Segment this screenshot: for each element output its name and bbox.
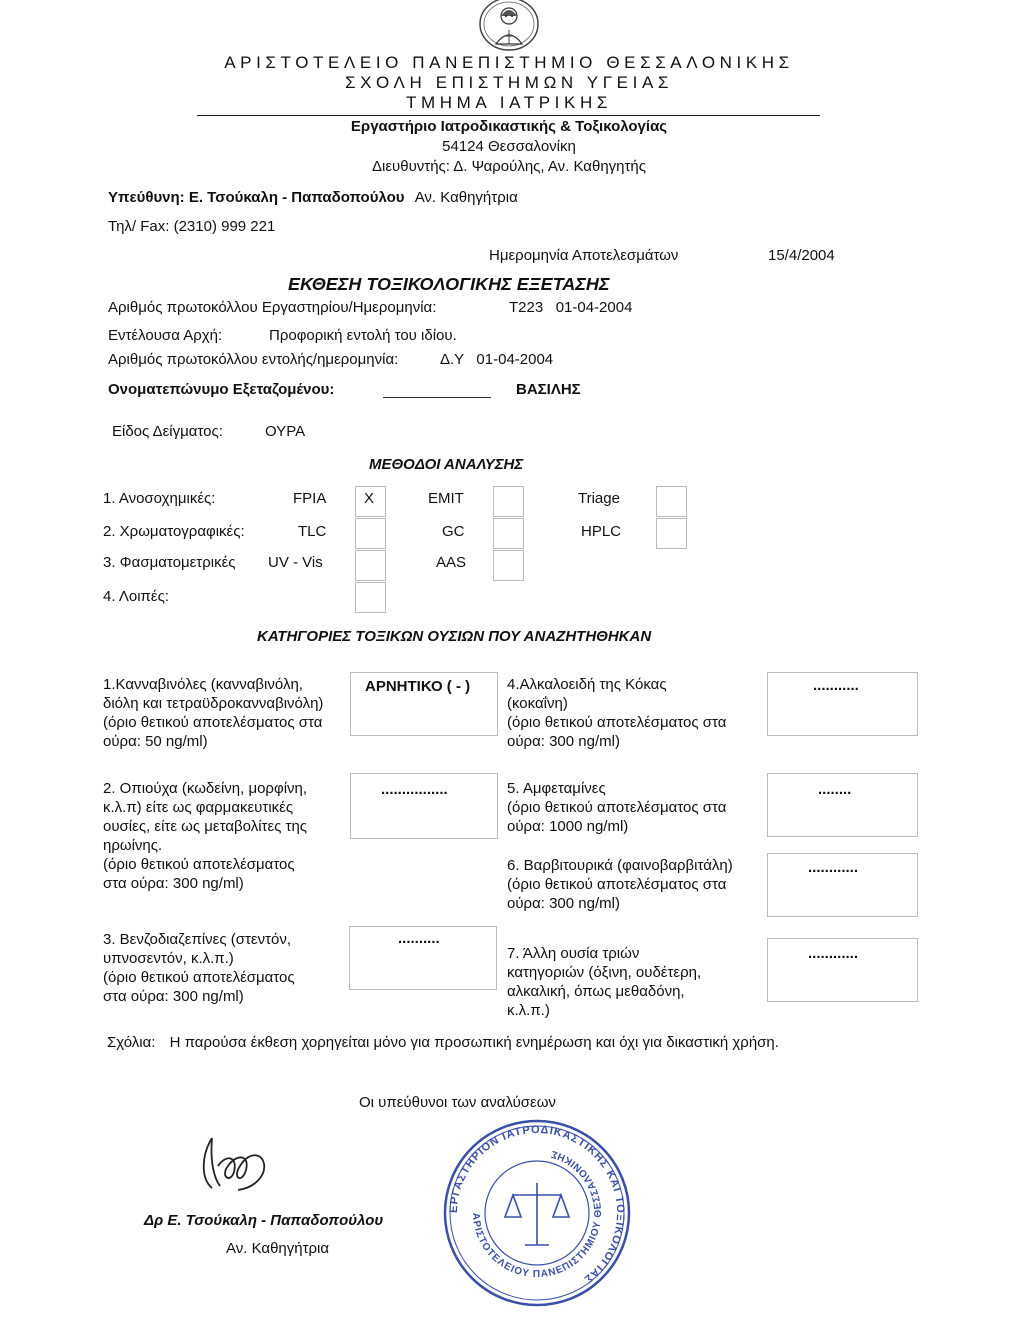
- category-amphetamines: 5. Αμφεταμίνες (όριο θετικού αποτελέσματος στα ούρα: 1000 ng/ml): [507, 780, 727, 835]
- sample-label: Είδος Δείγματος:: [112, 423, 223, 440]
- method-hplc: HPLC: [581, 523, 622, 540]
- category-cocaine: 4.Αλκαλοειδή της Κόκας (κοκαΐνη) (όριο θετικού αποτελέσματος στα ούρα: 300 ng/ml): [507, 676, 727, 750]
- checkbox-fpia-mark: X: [364, 490, 375, 507]
- lab-name: Εργαστήριο Ιατροδικαστικής & Τοξικολογίας: [350, 118, 668, 135]
- scales-of-justice-icon: [505, 1183, 569, 1245]
- result-barbiturates: ............: [808, 859, 859, 876]
- category-benzodiazepines: 3. Βενζοδιαζεπίνες (στεντόν, υπνοσεντόν, κ.λ.π.) (όριο θετικού αποτελέσματος στα ούρα: 300 ng/ml): [103, 931, 295, 1005]
- protocol-lab-value: Τ223 01-04-2004: [509, 299, 633, 316]
- subject-label: Ονοματεπώνυμο Εξεταζομένου:: [108, 381, 335, 398]
- subject-blank-line: [383, 397, 491, 398]
- checkbox-uv-vis[interactable]: [355, 550, 386, 581]
- comments-text: Η παρούσα έκθεση χορηγείται μόνο για προσωπική ενημέρωση και όχι για δικαστική χρήση.: [169, 1034, 779, 1051]
- results-date-value: 15/4/2004: [768, 247, 835, 264]
- comments-line: [107, 1034, 779, 1051]
- university-emblem-icon: [476, 0, 542, 52]
- method-row-label: 4. Λοιπές:: [103, 588, 169, 605]
- header-divider: [197, 115, 820, 116]
- stamp-inner-text: ΑΡΙΣΤΟΤΕΛΕΙΟΥ ΠΑΝΕΠΙΣΤΗΜΙΟΥ ΘΕΣΣΑΛΟΝΙΚΗΣ: [469, 1147, 605, 1281]
- university-name: ΑΡΙΣΤΟΤΕΛΕΙΟ ΠΑΝΕΠΙΣΤΗΜΙΟ ΘΕΣΣΑΛΟΝΙΚΗΣ: [224, 53, 794, 72]
- report-title: ΕΚΘΕΣΗ ΤΟΞΙΚΟΛΟΓΙΚΗΣ ΕΞΕΤΑΣΗΣ: [288, 274, 610, 294]
- categories-title: ΚΑΤΗΓΟΡΙΕΣ ΤΟΞΙΚΩΝ ΟΥΣΙΩΝ ΠΟΥ ΑΝΑΖΗΤΗΘΗΚΑΝ: [257, 628, 652, 645]
- stamp-outer-text: ΕΡΓΑΣΤΗΡΙΟΝ ΙΑΤΡΟΔΙΚΑΣΤΙΚΗΣ ΚΑΙ ΤΟΞΙΚΟΛΟΓΙΑΣ: [447, 1123, 627, 1286]
- subject-value: ΒΑΣΙΛΗΣ: [516, 381, 581, 398]
- protocol-order-label: Αριθμός πρωτοκόλλου εντολής/ημερομηνία:: [108, 351, 399, 368]
- lab-city: 54124 Θεσσαλονίκη: [442, 138, 576, 155]
- authority-value: Προφορική εντολή του ιδίου.: [269, 327, 457, 344]
- protocol-order-value: Δ.Υ 01-04-2004: [440, 351, 554, 368]
- result-cocaine: ...........: [813, 677, 859, 694]
- checkbox-tlc[interactable]: [355, 518, 386, 549]
- school-name: ΣΧΟΛΗ ΕΠΙΣΤΗΜΩΝ ΥΓΕΙΑΣ: [344, 73, 673, 92]
- method-emit: EMIT: [428, 490, 464, 507]
- method-row-label: 2. Χρωματογραφικές:: [103, 523, 245, 540]
- sample-value: ΟΥΡΑ: [265, 423, 306, 440]
- analysts-label: Οι υπεύθυνοι των αναλύσεων: [359, 1094, 556, 1111]
- responsible-title: Αν. Καθηγήτρια: [414, 189, 518, 206]
- method-gc: GC: [442, 523, 465, 540]
- signature-icon: [198, 1128, 272, 1198]
- result-opiates: ................: [381, 781, 448, 798]
- result-other-substance: ............: [808, 945, 859, 962]
- method-aas: AAS: [436, 554, 467, 571]
- checkbox-emit[interactable]: [493, 486, 524, 517]
- comments-label: Σχόλια:: [107, 1034, 156, 1051]
- signer-title: Αν. Καθηγήτρια: [226, 1240, 330, 1257]
- methods-title: ΜΕΘΟΔΟΙ ΑΝΑΛΥΣΗΣ: [369, 456, 524, 473]
- method-tlc: TLC: [298, 523, 327, 540]
- phone-fax: Τηλ/ Fax: (2310) 999 221: [108, 218, 276, 235]
- method-fpia: FPIA: [293, 490, 327, 507]
- checkbox-triage[interactable]: [656, 486, 687, 517]
- checkbox-hplc[interactable]: [656, 518, 687, 549]
- checkbox-gc[interactable]: [493, 518, 524, 549]
- department-name: ΤΜΗΜΑ ΙΑΤΡΙΚΗΣ: [406, 93, 612, 112]
- lab-stamp: [441, 1117, 633, 1309]
- method-row-label: 3. Φασματομετρικές: [103, 554, 236, 571]
- checkbox-other[interactable]: [355, 582, 386, 613]
- method-uv-vis: UV - Vis: [268, 554, 323, 571]
- results-date-label: Ημερομηνία Αποτελεσμάτων: [489, 247, 679, 264]
- result-cannabinoids: ΑΡΝΗΤΙΚΟ ( - ): [365, 678, 471, 695]
- authority-label: Εντέλουσα Αρχή:: [108, 327, 223, 344]
- responsible-name: Υπεύθυνη: Ε. Τσούκαλη - Παπαδοπούλου: [108, 189, 405, 206]
- category-opiates: 2. Οπιούχα (κωδείνη, μορφίνη, κ.λ.π) είτε ως φαρμακευτικές ουσίες, είτε ως μεταβολίτες της ηρωίνης. (όριο θετικού αποτελέσματος στα ούρα: 300 ng/ml): [103, 780, 308, 892]
- method-triage: Triage: [578, 490, 620, 507]
- category-other-substance: 7. Άλλη ουσία τριών κατηγοριών (όξινη, ουδέτερη, αλκαλική, όπως μεθαδόνη, κ.λ.π.): [507, 945, 702, 1019]
- protocol-lab-label: Αριθμός πρωτοκόλλου Εργαστηρίου/Ημερομηνία:: [108, 299, 437, 316]
- result-amphetamines: ........: [818, 781, 852, 798]
- category-barbiturates: 6. Βαρβιτουρικά (φαινοβαρβιτάλη) (όριο θετικού αποτελέσματος στα ούρα: 300 ng/ml): [507, 857, 733, 912]
- lab-director: Διευθυντής: Δ. Ψαρούλης, Αν. Καθηγητής: [371, 158, 647, 175]
- checkbox-aas[interactable]: [493, 550, 524, 581]
- method-row-label: 1. Ανοσοχημικές:: [103, 490, 216, 507]
- category-cannabinoids: 1.Κανναβινόλες (κανναβινόλη, διόλη και τετραϋδροκανναβινόλη) (όριο θετικού αποτελέσματος στα ούρα: 50 ng/ml): [103, 676, 324, 750]
- result-benzodiazepines: ..........: [398, 930, 440, 947]
- signer-name: Δρ Ε. Τσούκαλη - Παπαδοπούλου: [144, 1212, 384, 1229]
- responsible-line: [108, 189, 518, 206]
